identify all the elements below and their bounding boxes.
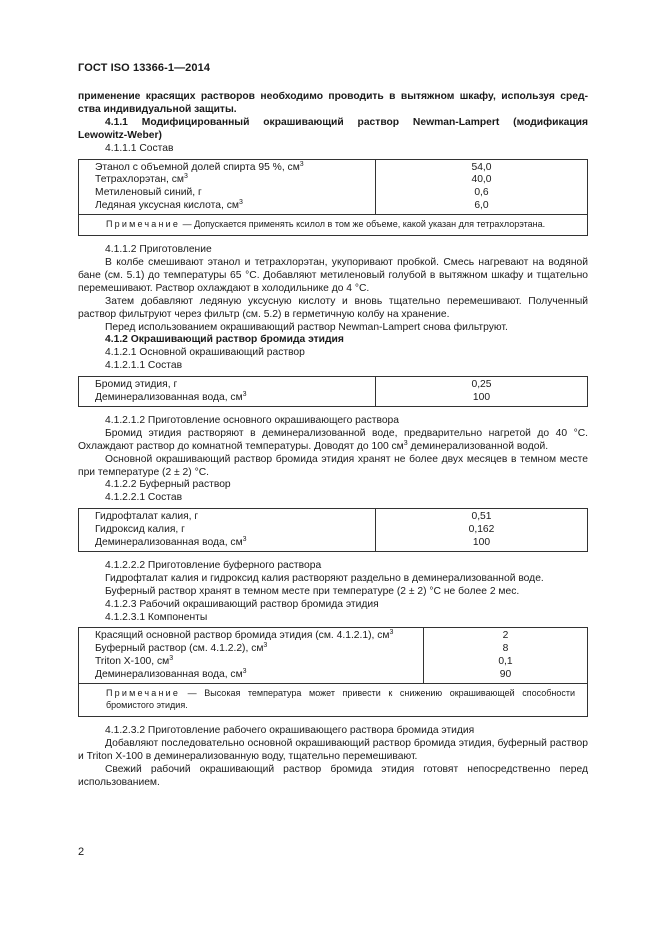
table-row-name: Гидрофталат калия, г [95,511,199,523]
table-row-name: Деминерализованная вода, $см^3$ [95,536,247,549]
table-components-working-solution [78,627,588,717]
table-row-name: Красящий основной раствор бромида этидия (см. 4.1.2.1), $см^3$ [95,629,394,642]
table-row-name: Деминерализованная вода, $см^3$ [95,391,247,404]
table-row-value: 0,1 [498,656,513,668]
table-row-name: Метиленовый синий, г [95,187,202,199]
subheading-4-1-2-3-2: 4.1.2.3.2 Приготовление рабочего окрашивающего раствора бромида этидия [105,725,475,737]
table-note [79,683,587,716]
table-row-value: 0,25 [471,379,492,391]
table-row-value: 40,0 [471,174,492,186]
subheading-4-1-2-2-2: 4.1.2.2.2 Приготовление буферного раствора [105,559,322,571]
subheading-4-1-2-3-1: 4.1.2.3.1 Компоненты [105,611,208,623]
table-row-value: 0,162 [468,524,495,536]
table-row-name: Бромид этидия, г [95,379,178,391]
subheading-4-1-2-1: 4.1.2.1 Основной окрашивающий раствор [105,347,305,359]
note-label: Примечание [106,219,181,230]
table-row-name: Тетрахлорэтан, $см^3$ [95,173,188,186]
table-note [79,214,587,235]
table-row-value: 54,0 [471,161,492,173]
table-composition-buffer [78,508,588,552]
subheading-4-1-1-1: 4.1.1.1 Состав [105,142,174,154]
table-composition-ethidium-stock [78,376,588,407]
paragraph: Добавляют последовательно основной окрашивающий раствор бромида этидия, буферный раствор и Triton X-100 в деминерализованную воду, тщательно перемешивают. [78,737,588,762]
table-row-name: Деминерализованная вода, $см^3$ [95,668,247,681]
subheading-4-1-2-2-1: 4.1.2.2.1 Состав [105,492,183,504]
table-row-value: 2 [502,630,509,642]
subheading-4-1-2-1-2: 4.1.2.1.2 Приготовление основного окрашивающего раствора [105,414,400,426]
paragraph: Основной окрашивающий раствор бромида этидия хранят не более двух месяцев в темном месте при температуре (2 ± 2) °С. [78,453,588,478]
page-number: 2 [78,846,85,858]
table-row-name: Буферный раствор (см. 4.1.2.2), $см^3$ [95,642,268,655]
subheading-4-1-2-3: 4.1.2.3 Рабочий окрашивающий раствор бромида этидия [105,598,379,610]
page-header: ГОСТ ISO 13366-1—2014 [78,62,211,74]
table-row-value: 100 [472,392,491,404]
heading-4-1-1: 4.1.1 Модифицированный окрашивающий раствор Newman-Lampert (модификация [105,116,588,128]
table-row-name: Triton X-100, $см^3$ [95,655,174,668]
paragraph: В колбе смешивают этанол и тетрахлорэтан, укупоривают пробкой. Смесь нагревают на водяной бане (см. 5.1) до температуры 65 °С. Добавляют метиленовый голубой в вытяжном шкафу и тщательно перемешивают. Раствор охлаждают в холодильнике до 4 °С. [78,257,588,294]
heading-4-1-2: 4.1.2 Окрашивающий раствор бромида этидия [105,334,344,346]
table-row-name: Ледяная уксусная кислота, $см^3$ [95,199,243,212]
table-row-value: 90 [499,669,512,681]
table-row-value: 0,51 [471,511,492,523]
table-composition-newman-lampert [78,159,588,237]
note-text: — Высокая температура может привести к снижению окрашивающей способности бромистого этидия. [106,688,575,711]
heading-4-1-1-cont: Lewowitz-Weber) [78,129,162,141]
paragraph: Затем добавляют ледяную уксусную кислоту и вновь тщательно перемешивают. Полученный раствор фильтруют через фильтр (см. 5.2) в герметичную колбу на хранение. [78,295,588,320]
subheading-4-1-1-2: 4.1.1.2 Приготовление [105,244,212,256]
table-row-value: 8 [502,643,509,655]
intro-line-1: применение красящих растворов необходимо проводить в вытяжном шкафу, используя сред- [78,91,588,102]
subheading-4-1-2-2: 4.1.2.2 Буферный раствор [105,479,231,491]
note-label: Примечание [106,688,181,699]
paragraph: Свежий рабочий окрашивающий раствор бромида этидия готовят непосредственно перед использованием. [78,763,588,788]
paragraph: Перед использованием окрашивающий раствор Newman-Lampert снова фильтруют. [105,321,508,333]
table-row-value: 0,6 [474,187,489,199]
paragraph: Бромид этидия растворяют в деминерализованной воде, предварительно нагретой до 40 °С. Охлаждают раствор до комнатной температуры. Доводят до 100 $см^3$ деминерализованной водой. [78,427,588,452]
note-text: — Допускается применять ксилол в том же объеме, какой указан для тетрахлорэтана. [180,219,546,230]
table-row-name: Этанол с объемной долей спирта 95 %, $см^3$ [95,160,304,173]
table-row-value: 6,0 [474,200,489,212]
paragraph: Буферный раствор хранят в темном месте при температуре (2 ± 2) °С не более 2 мес. [105,585,520,597]
table-row-value: 100 [472,537,491,549]
table-row-name: Гидроксид калия, г [95,524,185,536]
intro-line-2: ства индивидуальной защиты. [78,103,237,115]
paragraph: Гидрофталат калия и гидроксид калия растворяют раздельно в деминерализованной воде. [105,572,544,584]
subheading-4-1-2-1-1: 4.1.2.1.1 Состав [105,360,183,372]
document-body [78,91,588,790]
